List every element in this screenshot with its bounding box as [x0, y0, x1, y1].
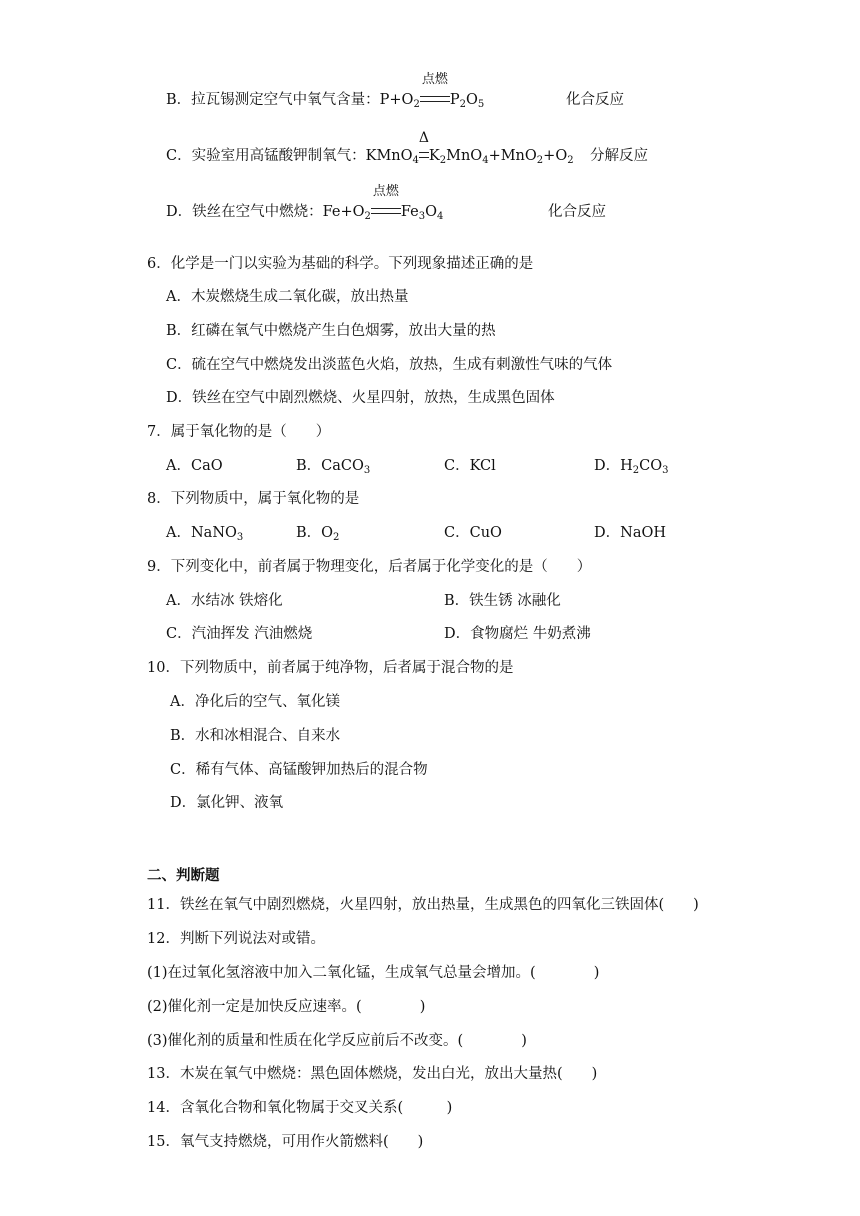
q5-option-b: [166, 72, 485, 110]
option-label: B．: [166, 92, 192, 108]
reaction-condition: Δ: [419, 146, 429, 166]
products: $Fe_3O_4$: [400, 204, 444, 222]
q8-option-a: A．NaNO$_3$: [166, 525, 244, 543]
q10-option-c: C．稀有气体、高锰酸钾加热后的混合物: [170, 762, 428, 778]
products: $P_2O_5$: [449, 92, 485, 110]
q7-option-b: B．CaCO$_3$: [296, 458, 371, 476]
q7-option-c: C．KCl: [444, 458, 496, 474]
q9-option-d: D．食物腐烂 牛奶煮沸: [444, 626, 591, 642]
question-9-stem: 9．下列变化中，前者属于物理变化，后者属于化学变化的是（ ）: [147, 559, 592, 575]
judgment-14: 14．含氧化合物和氧化物属于交叉关系( ): [147, 1100, 453, 1116]
question-7-stem: 7．属于氧化物的是（ ）: [147, 424, 331, 440]
option-label: D．: [166, 204, 193, 220]
q8-option-b: B．$O_2$: [296, 525, 340, 543]
reactants: $Fe+O_2$: [322, 204, 371, 222]
option-description: 铁丝在空气中燃烧：: [192, 204, 323, 220]
q6-option-d: D．铁丝在空气中剧烈燃烧、火星四射，放热，生成黑色固体: [166, 390, 555, 406]
option-description: 实验室用高锰酸钾制氧气：: [191, 148, 366, 164]
q6-option-b: B．红磷在氧气中燃烧产生白色烟雾，放出大量的热: [166, 323, 496, 339]
q10-option-b: B．水和冰相混合、自来水: [170, 728, 341, 744]
q5-option-c-type: 分解反应: [590, 148, 648, 164]
q9-option-c: C．汽油挥发 汽油燃烧: [166, 626, 313, 642]
q10-option-d: D．氯化钾、液氧: [170, 795, 284, 811]
reactants: $P+O_2$: [379, 92, 420, 110]
question-10-stem: 10．下列物质中，前者属于纯净物，后者属于混合物的是: [147, 660, 514, 676]
section-heading-judgment: 二、判断题: [147, 867, 220, 884]
q6-option-a: A．木炭燃烧生成二氧化碳，放出热量: [166, 289, 409, 305]
judgment-12-2: (2)催化剂一定是加快反应速率。( ): [147, 999, 426, 1015]
products: $K_2MnO_4+MnO_2+O_2$: [428, 148, 574, 166]
question-6-stem: 6．化学是一门以实验为基础的科学。下列现象描述正确的是: [147, 256, 534, 272]
q7-option-d: D．$H_2CO_3$: [594, 458, 669, 476]
reaction-condition: 点燃: [371, 202, 401, 222]
q9-option-a: A．水结冰 铁熔化: [166, 593, 283, 609]
judgment-11: 11．铁丝在氧气中剧烈燃烧，火星四射，放出热量，生成黑色的四氧化三铁固体( ): [147, 897, 699, 913]
q5-option-c: [166, 130, 574, 166]
q9-option-b: B．铁生锈 冰融化: [444, 593, 561, 609]
reactants: KMnO$_4$: [365, 148, 419, 166]
q5-option-b-type: 化合反应: [566, 92, 624, 108]
judgment-12-stem: 12．判断下列说法对或错。: [147, 931, 325, 947]
q7-option-a: A．CaO: [166, 458, 223, 474]
judgment-12-1: (1)在过氧化氢溶液中加入二氧化锰，生成氧气总量会增加。( ): [147, 965, 600, 981]
judgment-15: 15．氧气支持燃烧，可用作火箭燃料( ): [147, 1134, 424, 1150]
q5-option-d-type: 化合反应: [548, 204, 606, 220]
q10-option-a: A．净化后的空气、氧化镁: [170, 694, 340, 710]
q5-option-d: [166, 184, 444, 222]
judgment-12-3: (3)催化剂的质量和性质在化学反应前后不改变。( ): [147, 1033, 527, 1049]
judgment-13: 13．木炭在氧气中燃烧：黑色固体燃烧，发出白光，放出大量热( ): [147, 1066, 598, 1082]
reaction-condition: 点燃: [420, 90, 450, 110]
q8-option-d: D．NaOH: [594, 525, 667, 541]
q6-option-c: C．硫在空气中燃烧发出淡蓝色火焰，放热，生成有刺激性气味的气体: [166, 357, 613, 373]
question-8-stem: 8．下列物质中，属于氧化物的是: [147, 491, 360, 507]
option-label: C．: [166, 148, 192, 164]
q8-option-c: C．CuO: [444, 525, 502, 541]
option-description: 拉瓦锡测定空气中氧气含量：: [191, 92, 380, 108]
